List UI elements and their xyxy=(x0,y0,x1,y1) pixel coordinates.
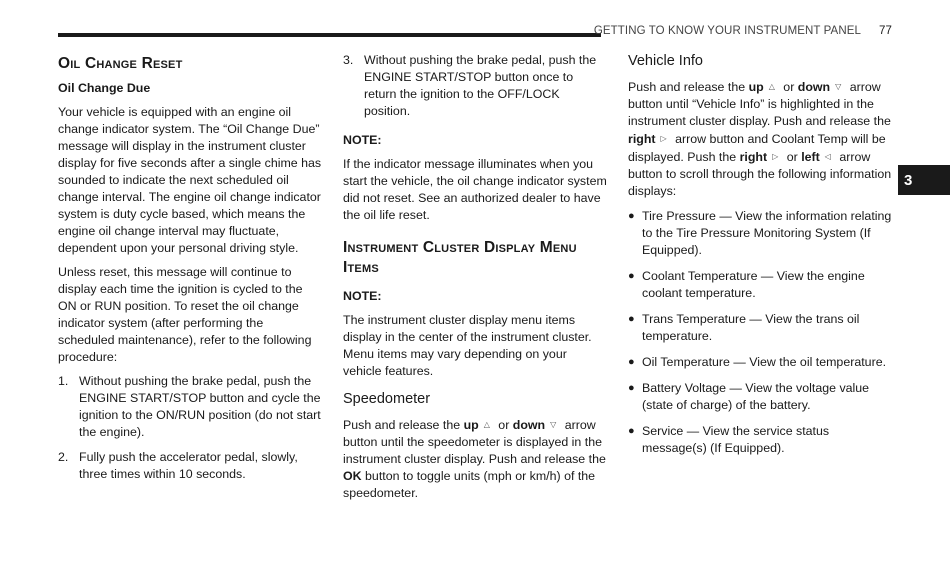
list-item xyxy=(628,380,893,414)
page-number: 77 xyxy=(879,25,892,37)
keyword-right: right xyxy=(628,132,656,146)
list-item xyxy=(628,208,893,259)
section-heading-oil-change-reset: Oil Change Reset xyxy=(58,55,183,72)
keyword-right: right xyxy=(739,150,768,164)
list-item-text: Tire Pressure — View the information relating to the Tire Pressure Monitoring System (If Equipped). xyxy=(642,209,892,257)
subsection-title-speedometer: Speedometer xyxy=(343,391,431,407)
right-arrow-icon: ▷ xyxy=(772,152,779,161)
note-label: NOTE: xyxy=(343,133,382,147)
text-run: or xyxy=(783,150,802,164)
column-1 xyxy=(58,52,322,491)
list-item-text: Coolant Temperature — View the engine coolant temperature. xyxy=(642,269,865,300)
bullet-icon: ● xyxy=(628,356,635,368)
list-item-text: Service — View the service status message(s) (If Equipped). xyxy=(642,424,830,455)
list-item xyxy=(628,354,893,371)
list-item-text: Oil Temperature — View the oil temperature. xyxy=(642,355,887,369)
up-arrow-icon: △ xyxy=(768,82,775,91)
step-number: 3. xyxy=(343,53,354,67)
down-arrow-icon: ▽ xyxy=(550,420,557,429)
header-rule xyxy=(58,33,601,37)
paragraph: Unless reset, this message will continue to display each time the ignition is cycled to the ON or RUN position. To reset the oil change indicator system (after performing the scheduled maintenance), refer to the following procedure: xyxy=(58,265,312,364)
note-text: If the indicator message illuminates when you start the vehicle, the oil change indicator system did not reset. See an authorized dealer to have the oil life reset. xyxy=(343,157,607,222)
bullet-icon: ● xyxy=(628,425,635,437)
bullet-icon: ● xyxy=(628,313,635,325)
section-title: GETTING TO KNOW YOUR INSTRUMENT PANEL xyxy=(593,25,861,37)
keyword-ok: OK xyxy=(343,469,362,483)
down-arrow-icon: ▽ xyxy=(835,82,842,91)
procedure-list-continued xyxy=(343,52,607,120)
paragraph: Your vehicle is equipped with an engine oil change indicator system. The “Oil Change Due” message will display in the instrument cluster display for five seconds after a single chime has sounded to indicate the next scheduled oil change interval. The engine oil change indicator system is duty cycle based, which means the engine oil change interval may fluctuate, dependent upon your personal driving style. xyxy=(58,105,322,255)
text-run: arrow button until the speedometer is displayed in the instrument cluster display. Push and release the xyxy=(343,418,606,466)
text-run: Push and release the xyxy=(343,418,464,432)
chapter-tab xyxy=(898,165,950,195)
step-text: Without pushing the brake pedal, push the ENGINE START/STOP button once to return the ignition to the OFF/LOCK position. xyxy=(364,53,597,118)
section-heading-display-menu-items: Instrument Cluster Display Menu Items xyxy=(343,239,577,276)
step-number: 1. xyxy=(58,374,69,388)
keyword-left: left xyxy=(801,150,820,164)
column-3 xyxy=(628,52,893,466)
bullet-icon: ● xyxy=(628,382,635,394)
list-item xyxy=(628,423,893,457)
step-number: 2. xyxy=(58,450,69,464)
information-displays-list xyxy=(628,208,893,457)
keyword-up: up xyxy=(748,80,764,94)
speedometer-paragraph xyxy=(343,416,607,502)
keyword-down: down xyxy=(797,80,831,94)
keyword-up: up xyxy=(463,418,479,432)
text-run: or xyxy=(779,80,798,94)
text-run: arrow button to scroll through the following information displays: xyxy=(628,150,892,198)
list-item-text: Trans Temperature — View the trans oil temperature. xyxy=(642,312,860,343)
procedure-step xyxy=(58,373,322,441)
column-2 xyxy=(343,52,607,509)
running-head xyxy=(594,25,892,37)
up-arrow-icon: △ xyxy=(483,420,490,429)
subheading-oil-change-due: Oil Change Due xyxy=(58,81,151,95)
text-run: arrow button and Coolant Temp will be displayed. Push the xyxy=(628,132,886,164)
procedure-step xyxy=(343,52,607,120)
right-arrow-icon: ▷ xyxy=(660,134,667,143)
step-text: Fully push the accelerator pedal, slowly, three times within 10 seconds. xyxy=(79,450,298,481)
text-run: arrow button until “Vehicle Info” is highlighted in the instrument cluster display. Push and release the xyxy=(628,80,891,128)
keyword-down: down xyxy=(512,418,546,432)
chapter-tab-label: 3 xyxy=(904,171,913,189)
procedure-list xyxy=(58,373,322,483)
list-item xyxy=(628,268,893,302)
bullet-icon: ● xyxy=(628,270,635,282)
list-item xyxy=(628,311,893,345)
bullet-icon: ● xyxy=(628,210,635,222)
subsection-title-vehicle-info: Vehicle Info xyxy=(628,53,703,69)
list-item-text: Battery Voltage — View the voltage value (state of charge) of the battery. xyxy=(642,381,870,412)
vehicle-info-paragraph xyxy=(628,78,893,200)
text-run: button to toggle units (mph or km/h) of the speedometer. xyxy=(343,469,596,500)
note-label: NOTE: xyxy=(343,289,382,303)
text-run: Push and release the xyxy=(628,80,749,94)
left-arrow-icon: ◁ xyxy=(824,152,831,161)
step-text: Without pushing the brake pedal, push the ENGINE START/STOP button and cycle the ignition to the ON/RUN position (do not start the engine). xyxy=(79,374,321,439)
note-text: The instrument cluster display menu items display in the center of the instrument cluster. Menu items may vary depending on your vehicle features. xyxy=(343,313,592,378)
procedure-step xyxy=(58,449,322,483)
text-run: or xyxy=(494,418,513,432)
